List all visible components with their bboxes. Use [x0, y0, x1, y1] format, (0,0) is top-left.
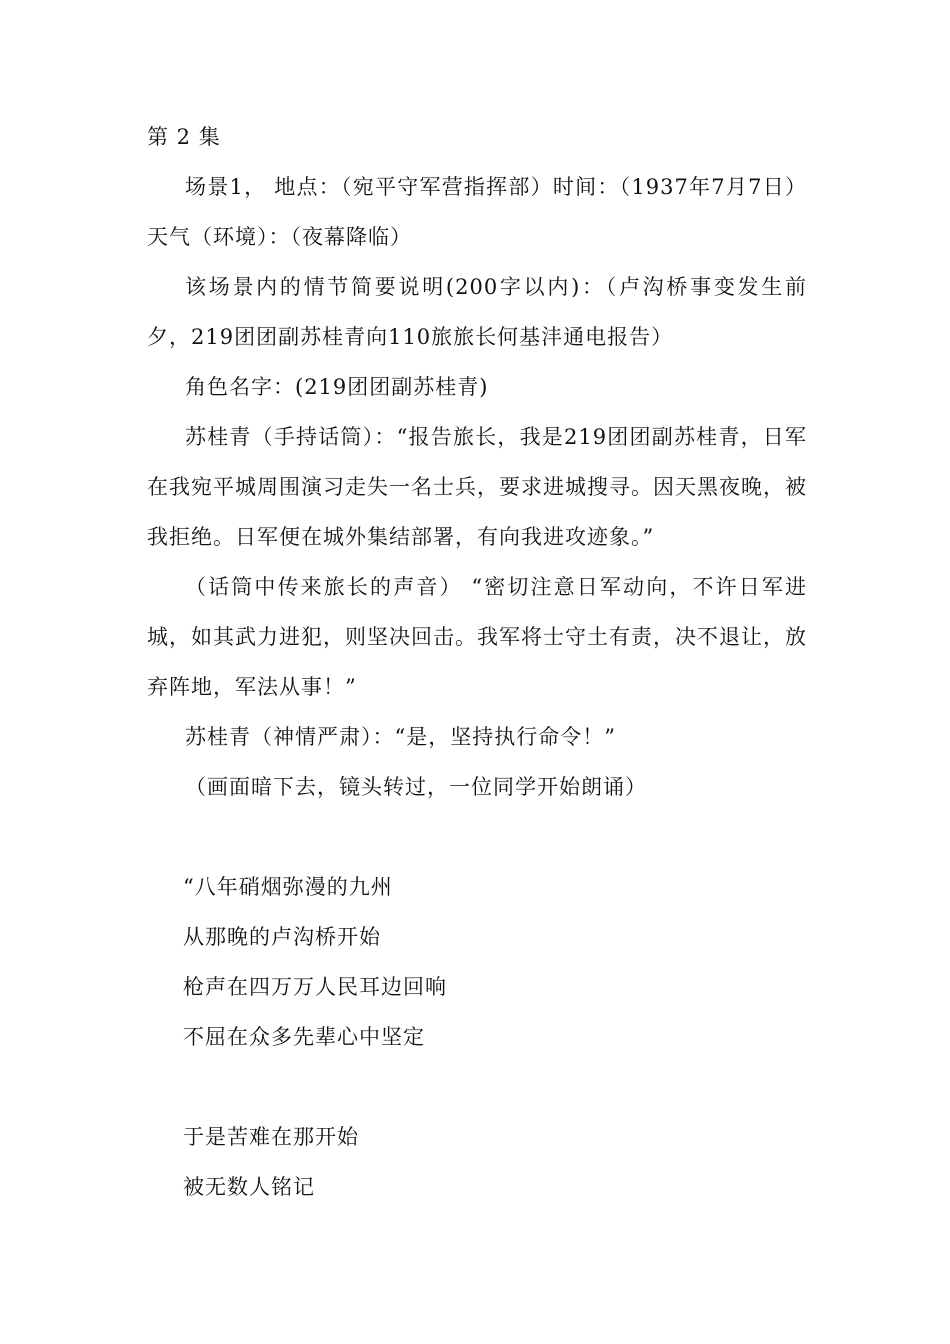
poem-stanza-2 [147, 1112, 807, 1212]
episode-title: 第 2 集 [147, 125, 221, 149]
blank-line [147, 1062, 807, 1112]
poem-line: 从那晚的卢沟桥开始 [183, 925, 381, 949]
stage-direction-paragraph: （画面暗下去，镜头转过，一位同学开始朗诵） [185, 775, 647, 799]
poem-line: 于是苦难在那开始 [183, 1125, 359, 1149]
poem-line: 不屈在众多先辈心中坚定 [183, 1025, 425, 1049]
blank-line [147, 812, 807, 862]
poem-line: 被无数人铭记 [183, 1175, 315, 1199]
character-name-paragraph: 角色名字：(219团团副苏桂青) [185, 375, 489, 399]
poem-line: “八年硝烟弥漫的九州 [183, 875, 393, 899]
dialogue-confirm-paragraph: 苏桂青（神情严肃）：“是，坚持执行命令！” [185, 725, 616, 749]
scene-summary-paragraph: 该场景内的情节简要说明(200字以内)：（卢沟桥事变发生前夕，219团团副苏桂青向110旅旅长何基沣通电报告） [147, 275, 807, 349]
document-body [147, 112, 807, 1212]
dialogue-report-paragraph: 苏桂青（手持话筒）：“报告旅长，我是219团团副苏桂青，日军在我宛平城周围演习走失一名士兵，要求进城搜寻。因天黑夜晚，被我拒绝。日军便在城外集结部署，有向我进攻迹象。” [147, 425, 807, 549]
poem-line: 枪声在四万万人民耳边回响 [183, 975, 447, 999]
scene-header-paragraph: 场景1， 地点：（宛平守军营指挥部）时间：（1937年7月7日）天气（环境）：（夜幕降临） [147, 175, 807, 249]
poem-stanza-1 [147, 862, 807, 1062]
dialogue-reply-paragraph: （话筒中传来旅长的声音） “密切注意日军动向，不许日军进城，如其武力进犯，则坚决回击。我军将士守土有责，决不退让，放弃阵地，军法从事！” [147, 575, 807, 699]
